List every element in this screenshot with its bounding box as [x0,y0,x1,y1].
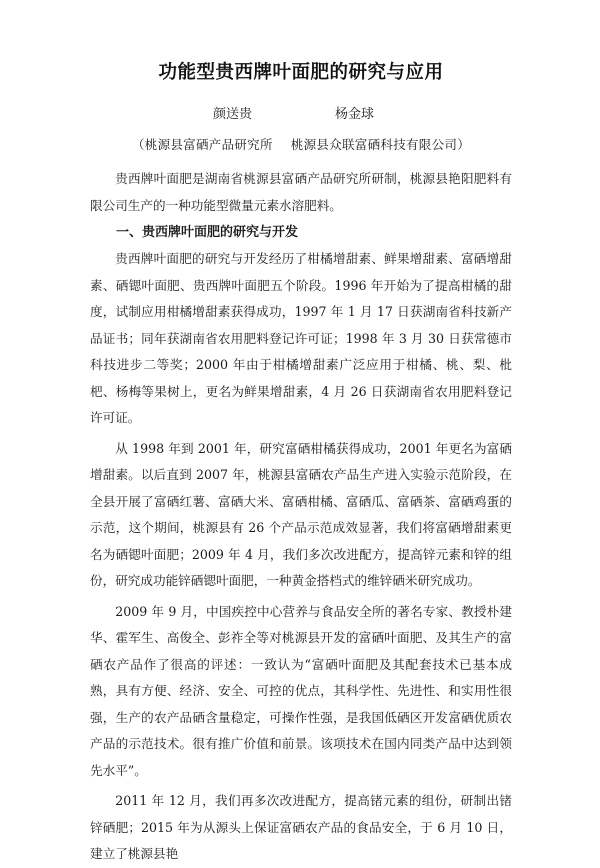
author-name: 杨金球 [335,107,375,122]
body-paragraph: 从 1998 年到 2001 年，研究富硒柑橘获得成功，2001 年更名为富硒增甜素。以后直到 2007 年，桃源县富硒农产品生产进入实验示范阶段，在全县开展了富硒红薯、富硒大米、富硒柑橘、富硒瓜、富硒茶、富硒鸡蛋的示范，这个期间，桃源县有 26 个产品示范成效显著，我们将富硒增甜素更名为硒锶叶面肥；2009 年 4 月，我们多次改进配方，提高锌元素和锌的组份，研究成功能锌硒锶叶面肥，一种黄金搭档式的维锌硒米研究成功。 [90,440,512,588]
body-paragraph: 2009 年 9 月，中国疾控中心营养与食品安全所的著名专家、教授朴建华、霍军生、高俊全、彭祚全等对桃源县开发的富硒叶面肥、及其生产的富硒农产品作了很高的评述：一致认为“富硒叶面肥及其配套技术已基本成熟，具有方便、经济、安全、可控的优点，其科学性、先进性、和实用性很强，生产的农产品硒含量稳定，可操作性强，是我国低硒区开发富硒优质农产品的示范技术。很有推广价值和前景。该项技术在国内同类产品中达到领先水平”。 [90,603,512,778]
author-line [90,103,512,121]
author-name: 颜送贵 [213,107,253,122]
body-paragraph: 贵西牌叶面肥的研究与开发经历了柑橘增甜素、鲜果增甜素、富硒增甜素、硒锶叶面肥、贵西牌叶面肥五个阶段。1996 年开始为了提高柑橘的甜度，试制应用柑橘增甜素获得成功，1997 年 1 月 17 日获湖南省科技新产品证书；同年获湖南省农用肥料登记许可证；1998 年 3 月 30 日获常德市科技进步二等奖；2000 年由于柑橘增甜素广泛应用于柑橘、桃、梨、枇杷、杨梅等果树上，更名为鲜果增甜素，4 月 26 日获湖南省农用肥料登记许可证。 [90,251,512,425]
body-paragraph: 2011 年 12 月，我们再多次改进配方，提高锗元素的组份，研制出锗锌硒肥；2015 年为从源头上保证富硒农产品的食品安全，于 6 月 10 日，建立了桃源县艳 [90,793,512,861]
document-title: 功能型贵西牌叶面肥的研究与应用 [158,62,444,83]
affiliation-line [90,135,512,153]
section-heading: 一、贵西牌叶面肥的研究与开发 [116,225,299,240]
intro-paragraph: 贵西牌叶面肥是湖南省桃源县富硒产品研究所研制，桃源县艳阳肥料有限公司生产的一种功能型微量元素水溶肥料。 [90,171,512,213]
affiliation: （桃源县富硒产品研究所 [131,137,273,152]
affiliation: 桃源县众联富硒科技有限公司） [290,137,470,152]
